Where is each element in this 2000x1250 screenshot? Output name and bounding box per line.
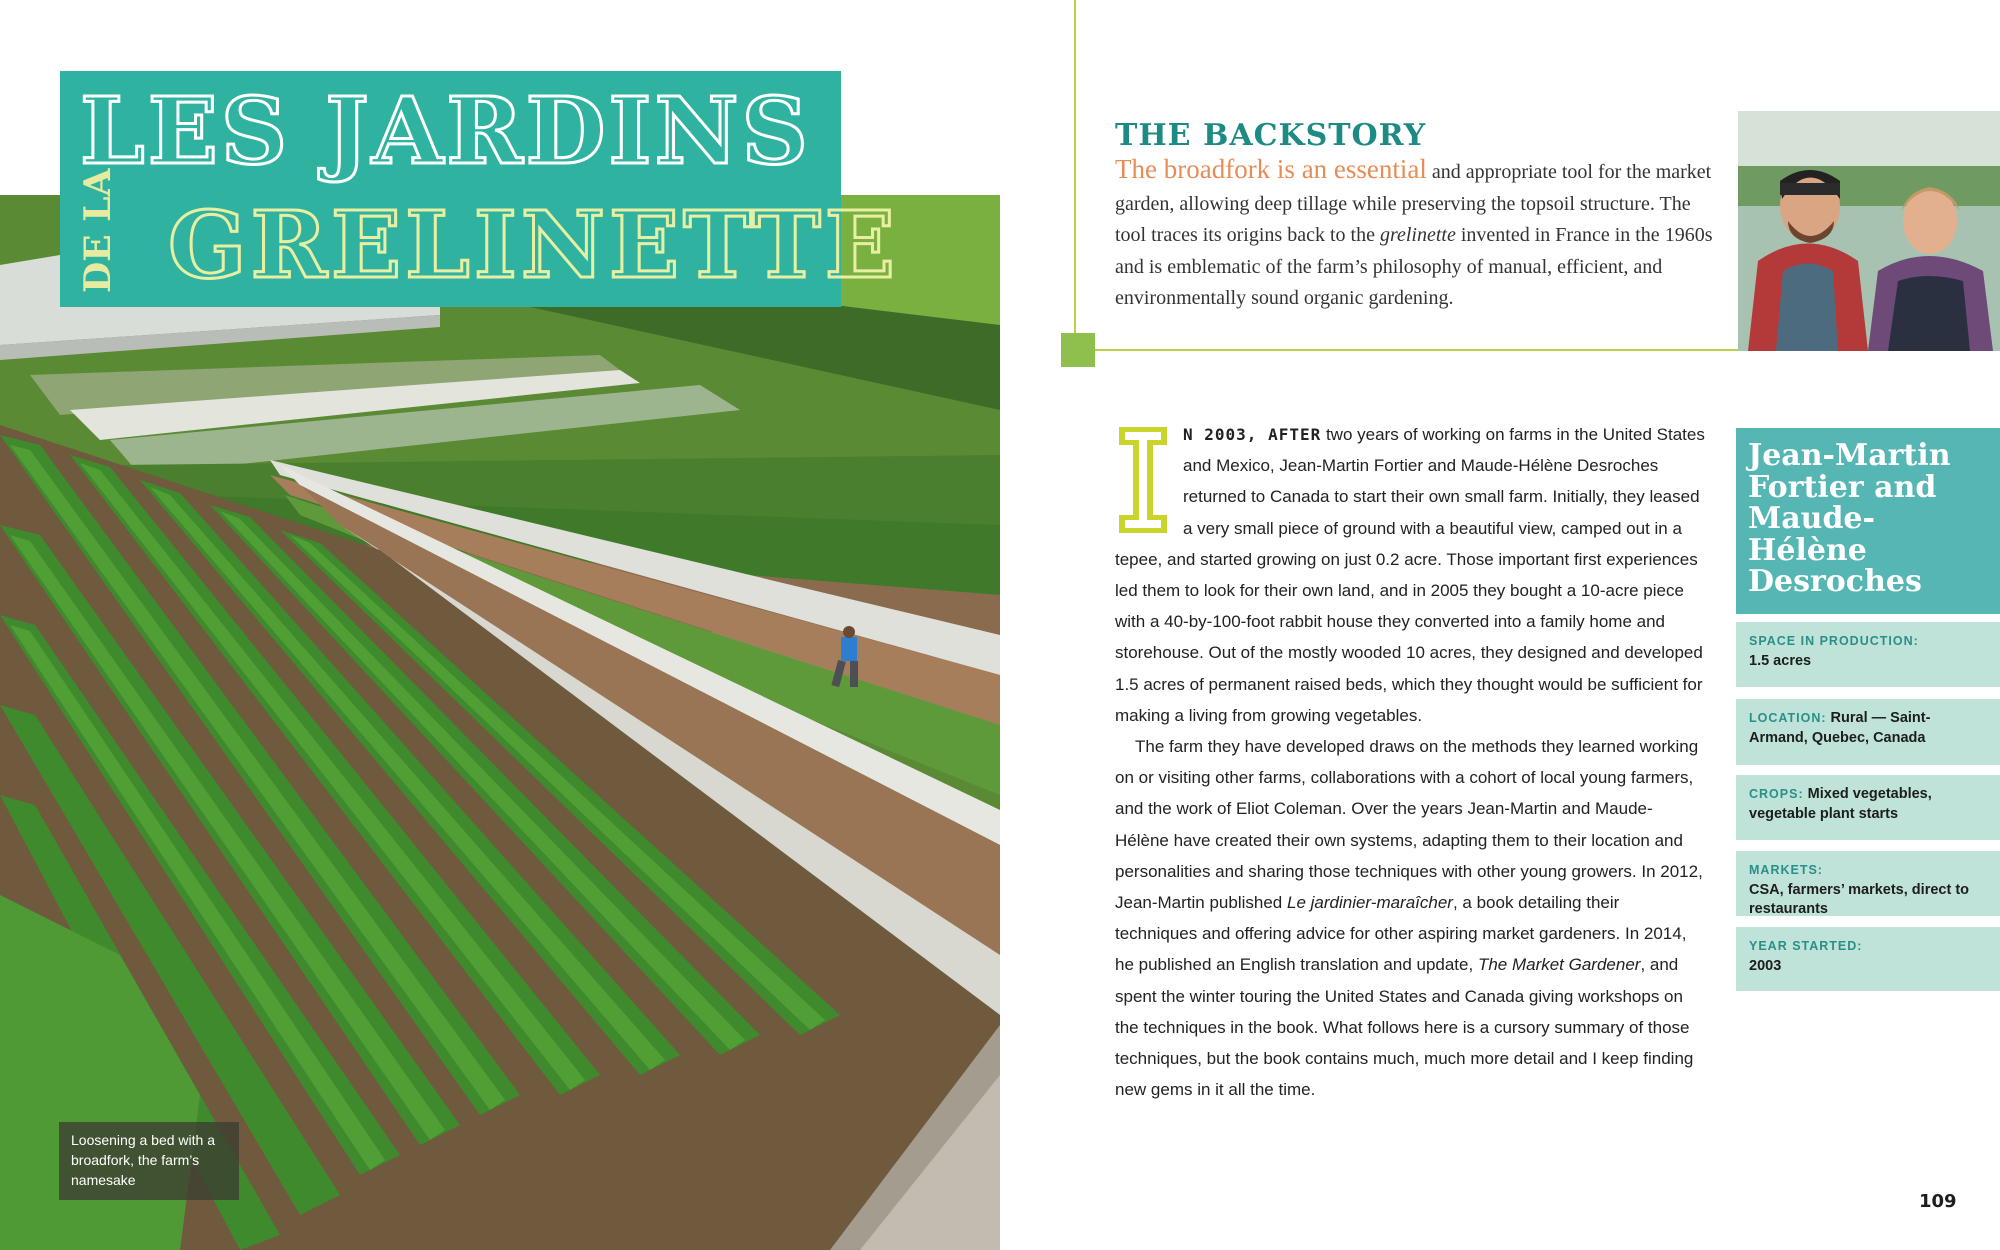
fact-value: Rural — Saint-Armand, Quebec, Canada <box>1749 710 1931 746</box>
fact-space-in-production <box>1736 622 2000 687</box>
farmers-portrait-illustration <box>1738 111 2000 351</box>
book-title-english: The Market Gardener <box>1477 955 1641 975</box>
portrait-photo <box>1738 111 2000 351</box>
farm-field-illustration <box>0 191 1000 1250</box>
farm-aerial-photo <box>0 191 1000 1250</box>
title-banner <box>60 71 899 307</box>
fact-label: YEAR STARTED: <box>1749 939 1863 953</box>
backstory-lead: The broadfork is an essential <box>1115 154 1427 184</box>
vertical-rule <box>1074 0 1076 350</box>
fact-value: 2003 <box>1749 957 1782 974</box>
fact-value: 1.5 acres <box>1749 652 1812 669</box>
backstory-text-1: and appropriate tool for the market garden, allowing deep tillage while preserving the topsoil structure. The tool traces its origins back to the <box>1115 161 1712 246</box>
backstory-italic-term: grelinette <box>1379 224 1456 246</box>
article-p2-c: , and spent the winter touring the United States and Canada giving workshops on the techniques in the book. What follows here is a cursory summary of those techniques, but the book contains much, much more detail and I keep finding new gems in it all the time. <box>1115 955 1694 1100</box>
horizontal-rule <box>1094 349 1738 351</box>
backstory-text-2: invented in France in the 1960s and is emblematic of the farm’s philosophy of manual, efficient, and environmentally sound organic gardening. <box>1115 224 1713 309</box>
farmers-name-heading: Jean-Martin Fortier and Maude-Hélène Desroches <box>1736 428 2000 614</box>
article-paragraph-2 <box>1115 731 1705 1105</box>
backstory-paragraph <box>1115 154 1725 315</box>
fact-value: CSA, farmers’ markets, direct to restaurants <box>1749 881 1970 917</box>
fact-markets <box>1736 851 2000 916</box>
title-de-la-text: DE LA <box>77 168 119 293</box>
book-title-french: Le jardinier-maraîcher <box>1286 893 1453 913</box>
fact-label: SPACE IN PRODUCTION: <box>1749 634 1919 648</box>
fact-value: Mixed vegetables, vegetable plant starts <box>1749 786 1932 822</box>
photo-caption: Loosening a bed with a broadfork, the farm’s namesake <box>59 1122 239 1200</box>
article-p2-b: , a book detailing their techniques and offering advice for other aspiring market gardeners. In 2014, he published an English translation and update, <box>1115 893 1687 975</box>
article-p1-text: two years of working on farms in the United States and Mexico, Jean-Martin Fortier and Maude-Hélène Desroches returned to Canada to start their own small farm. Initially, they leased a very small piece of ground with a beautiful view, camped out in a tepee, and started growing on just 0.2 acre. Those important first experiences led them to look for their own land, and in 2005 they bought a 10-acre piece with a 40-by-100-foot rabbit house they converted into a family home and storehouse. Out of the mostly wooded 10 acres, they designed and developed 1.5 acres of permanent raised beds, which they thought would be sufficient for making a living from growing vegetables. <box>1115 425 1705 725</box>
main-article-text <box>1115 419 1705 1105</box>
backstory-heading: THE BACKSTORY <box>1115 118 1427 153</box>
fact-label: CROPS: <box>1749 787 1804 801</box>
title-de-la <box>77 168 150 295</box>
title-line-les-jardins: LES JARDINS <box>80 77 811 185</box>
dropcap-i <box>1115 425 1171 535</box>
title-line-grelinette: GRELINETTE <box>168 191 899 299</box>
fact-label: LOCATION: <box>1749 711 1827 725</box>
fact-crops <box>1736 775 2000 840</box>
rule-corner-square <box>1061 333 1095 367</box>
fact-location <box>1736 699 2000 765</box>
article-paragraph-1 <box>1115 419 1705 731</box>
article-p2-a: The farm they have developed draws on the methods they learned working on or visiting other farms, collaborations with a cohort of local young farmers, and the work of Eliot Coleman. Over the years Jean-Martin and Maude-Hélène have created their own systems, adapting them to their location and personalities and sharing those techniques with other young growers. In 2012, Jean-Martin published <box>1115 737 1703 913</box>
article-opener: N 2003, AFTER <box>1183 425 1322 444</box>
fact-label: MARKETS: <box>1749 863 1823 877</box>
fact-year-started <box>1736 927 2000 991</box>
page-number: 109 <box>1919 1191 1957 1212</box>
